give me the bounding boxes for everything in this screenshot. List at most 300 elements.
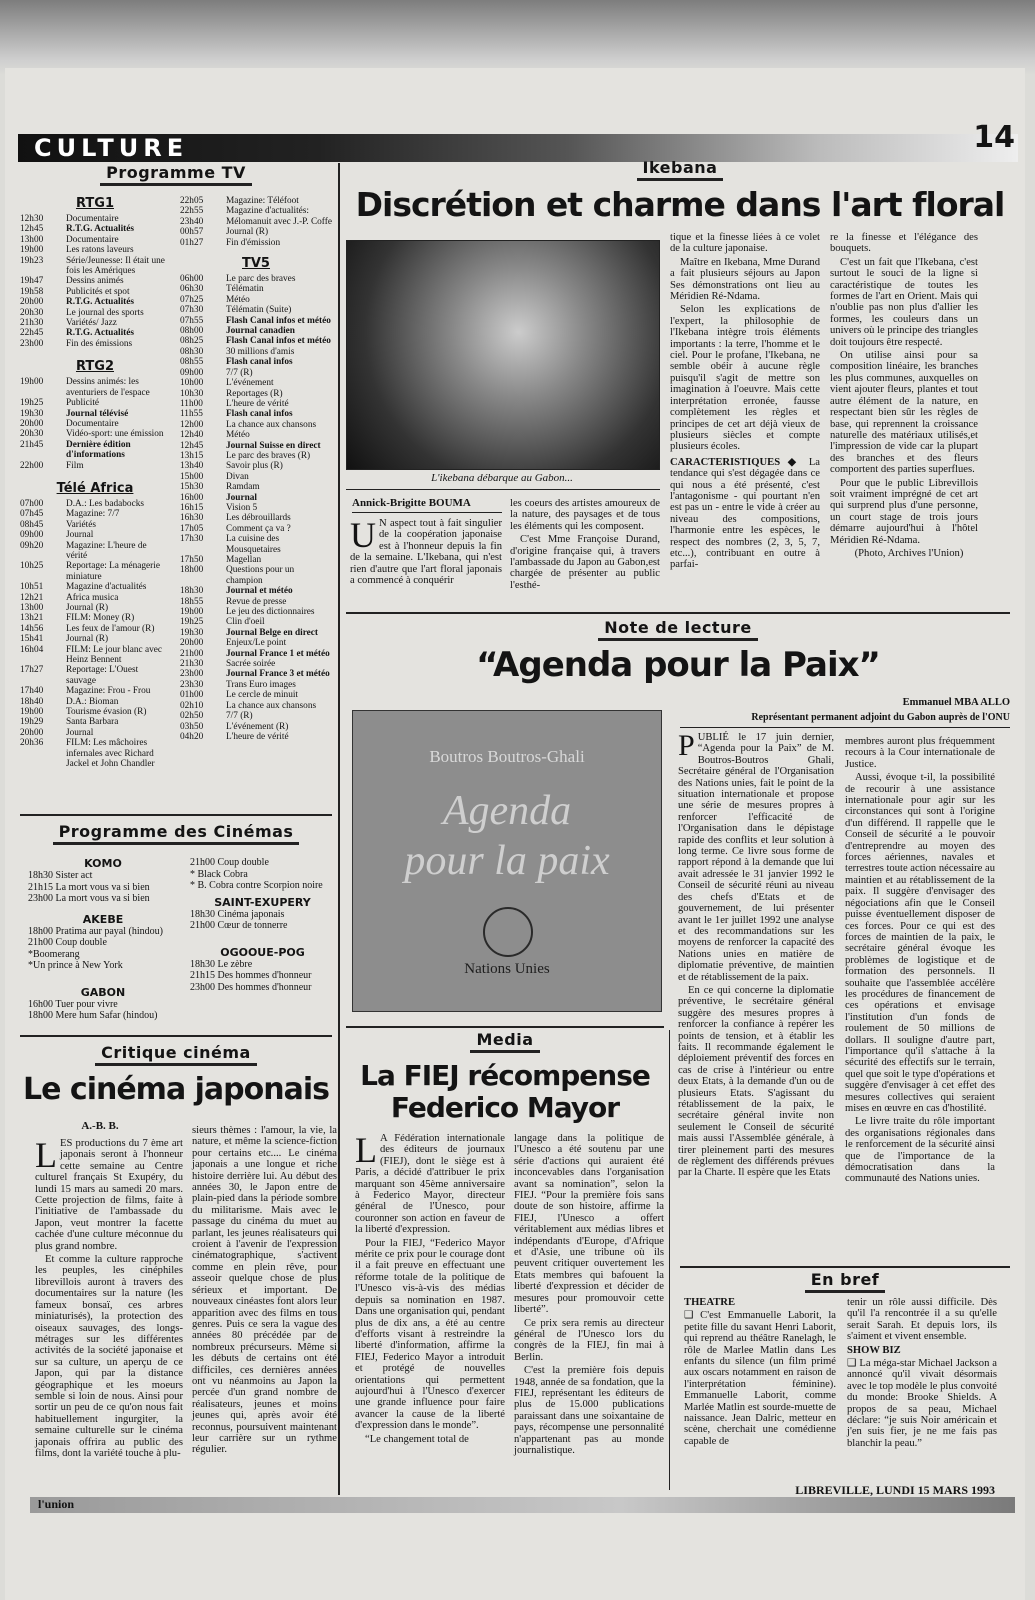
schedule-row <box>20 613 170 623</box>
schedule-time: 19h47 <box>20 276 44 287</box>
cinema-showtimes <box>28 926 178 972</box>
schedule-programme: Savoir plus (R) <box>226 461 283 472</box>
tv-column-left <box>20 196 170 770</box>
schedule-programme: Publicités et spot <box>66 286 130 297</box>
schedule-row <box>180 628 332 638</box>
schedule-programme: D.A.: Les badabocks <box>66 498 144 509</box>
schedule-programme: L'événement <box>226 378 274 389</box>
schedule-time: 22h00 <box>20 460 44 471</box>
schedule-row <box>20 541 170 562</box>
schedule-time: 07h45 <box>20 509 44 520</box>
media-column-1: L A Fédération internationale des éditeurs de journaux (FIEJ), dont le siège est à Paris, a décidé d'attribuer le prix marquant son 45ème anniversaire à Federico Mayor, directeur général de l'Unesco, pour couronner son action en faveur de la liberté d'expression. Pour la FIEJ, “Federico Mayor mérite ce prix pour le courage dont il a fait preuve en effectuant une réforme totale de la politique de l'Unesco vis-à-vis des médias depuis sa nomination en 1987. Dans une organisation qui, pendant plus de dix ans, a été au centre d'efforts visant à restreindre la liberté d'information, affirme la FIEJ, Federico Mayor a introduit et protégé de nouvelles orientations qui permettent aujourd'hui à l'Unesco d'exercer une grande influence pour faire avancer la cause de la liberté d'expression dans le monde”. “Le changement total de <box>355 1130 505 1445</box>
cinema-showtimes <box>190 959 335 994</box>
critique-column-2: sieurs thèmes : l'amour, la vie, la nature, et même la science-fiction pour certains etc.... Le cinéma japonais a une longue et riche histoire derrière lui. Au début des années 30, le Japon entre de plain-pied dans la période sombre du militarisme. Mais avec le passage du cinéma du muet au parlant, les jeunes réalisateurs qui croient à l'avenir de l'expression cinématographique, s'activent comme en plein rêve, pour asseoir quelque chose de plus sérieux et important. De nouveaux cinéastes font alors leur apparition avec des films en tous genres. Puis ce sera la vague des années 80 précédée par de nombreux précurseurs. Même si les débuts de certains ont été difficiles, ces dernières années ont vu néanmoins au Japon la percée d'un grand nombre de réalisateurs, jeunes et moins jeunes qui, après avoir été reconnus, poursuivent maintenant leur carrière sur un rythme régulier. <box>192 1125 337 1456</box>
schedule-programme: Divan <box>226 471 249 482</box>
showtime-line: * Black Cobra <box>190 868 248 880</box>
schedule-row <box>180 305 332 315</box>
schedule-time: 19h58 <box>20 286 44 297</box>
schedule-row <box>180 326 332 336</box>
schedule-time: 23h00 <box>180 669 204 680</box>
schedule-programme: Magazine: 7/7 <box>66 509 120 520</box>
divider <box>20 814 332 816</box>
schedule-row <box>180 238 332 248</box>
schedule-programme: Magazine d'actualités <box>66 582 147 593</box>
schedule-row <box>180 669 332 679</box>
schedule-row <box>20 634 170 644</box>
schedule-programme: 30 millions d'amis <box>226 346 295 357</box>
schedule-time: 07h25 <box>180 294 204 305</box>
schedule-programme: Dessins animés: les aventuriers de l'espace <box>66 377 150 398</box>
schedule-programme: L'heure de vérité <box>226 398 289 409</box>
schedule-time: 12h45 <box>20 224 44 235</box>
schedule-time: 23h30 <box>180 679 204 690</box>
schedule-row <box>180 722 332 732</box>
showtime-line: 21h00 Coup double <box>28 937 107 948</box>
schedule-time: 06h30 <box>180 284 204 295</box>
schedule-row <box>20 603 170 613</box>
schedule-time: 16h00 <box>180 492 204 503</box>
schedule-row <box>180 441 332 451</box>
schedule-row <box>180 534 332 555</box>
schedule-time: 08h25 <box>180 336 204 347</box>
schedule-programme: Variétés/ Jazz <box>66 318 117 329</box>
schedule-row <box>180 680 332 690</box>
schedule-row <box>180 399 332 409</box>
un-emblem-icon <box>483 907 533 957</box>
schedule-row <box>180 227 332 237</box>
schedule-row <box>20 728 170 738</box>
schedule-row <box>180 196 332 206</box>
schedule-programme: Fin des émissions <box>66 338 133 349</box>
bref-column-2: tenir un rôle aussi difficile. Dès qu'il l'a rencontrée il a su qu'elle serait Sarah. Et depuis lors, ils s'aiment et vivent ensemble. SHOW BIZ ❑ La méga-star Michael Jackson a annoncé qu'il vivait désormais avec le top modèle le plus convoité du monde: Brooke Shields. A propos de sa peau, Michael déclare: “je suis Noir américain et j'en suis fier, je ne me fais pas blanchir la peau.” <box>847 1297 997 1449</box>
showtime-line: * B. Cobra contre Scorpion noire <box>190 880 323 891</box>
schedule-time: 09h20 <box>20 540 44 551</box>
schedule-row <box>180 378 332 388</box>
schedule-time: 19h23 <box>20 255 44 266</box>
schedule-programme: Journal télévisé <box>66 408 129 419</box>
schedule-row <box>180 357 332 367</box>
schedule-programme: Flash canal infos <box>226 357 293 368</box>
schedule-programme: Reportage: L'Ouest sauvage <box>66 665 139 686</box>
schedule-row <box>20 738 170 769</box>
schedule-row <box>20 624 170 634</box>
schedule-programme: Dernière édition d'informations <box>66 439 131 461</box>
schedule-time: 21h30 <box>180 659 204 670</box>
media-label: Media <box>470 1030 539 1053</box>
cinema-komo: KOMO <box>84 857 122 870</box>
schedule-programme: Le parc des braves <box>226 274 296 285</box>
schedule-time: 13h00 <box>20 234 44 245</box>
schedule-time: 08h30 <box>180 346 204 357</box>
channel-tv5: TV5 <box>242 256 270 272</box>
schedule-programme: Le cercle de minuit <box>226 690 299 701</box>
schedule-row <box>180 607 332 617</box>
showtime-line: *Boomerang <box>28 948 80 960</box>
schedule-time: 07h55 <box>180 315 204 326</box>
schedule-time: 21h00 <box>180 648 204 659</box>
schedule-row <box>20 256 170 277</box>
schedule-time: 08h55 <box>180 357 204 368</box>
schedule-row <box>180 597 332 607</box>
schedule-programme: Reportages (R) <box>226 388 283 399</box>
schedule-row <box>180 430 332 440</box>
schedule-time: 02h10 <box>180 700 204 711</box>
schedule-row <box>20 235 170 245</box>
media-headline-line-1: La FIEJ récompense <box>360 1059 650 1092</box>
ikebana-label: Ikebana <box>637 158 724 181</box>
schedule-time: 21h30 <box>20 318 44 329</box>
schedule-row <box>180 586 332 596</box>
schedule-row <box>20 509 170 519</box>
schedule-time: 17h27 <box>20 665 44 676</box>
cinema-gabon: GABON <box>80 985 126 999</box>
schedule-time: 04h20 <box>180 731 204 742</box>
critique-column-1: LES productions du 7 ème art japonais seront à l'honneur cette semaine au Centre culturel français St Exupéry, du lundi 15 mars au samedi 20 mars. Cette projection de films, faite à l'initiative de l'ambassade du Japon, veut montrer la facette cachée d'une culture méconnue du plus grand nombre. Et comme la culture rapproche les peuples, les cinéphiles librevillois auront à travers des documentaires sur la nature (les fameux bonsaï, ces arbres miniaturisés), la protection des oiseaux sauvages, des longs-métrages sur les différentes activités de la société japonaise et sur sa culture, un aperçu de ce Japon, qui par la distance géographique et les moeurs semble si loin de nous. Ainsi pour sortir un peu de ce qu'on nous fait habituellement ingurgiter, la semaine culturelle sur le cinéma japonais offrira au public des films, dont la variété touche à plu- <box>35 1135 183 1459</box>
schedule-time: 20h00 <box>20 297 44 308</box>
schedule-programme: Questions pour un champion <box>226 565 295 586</box>
schedule-time: 19h00 <box>180 607 204 618</box>
schedule-time: 17h50 <box>180 555 204 565</box>
schedule-row <box>20 582 170 592</box>
schedule-programme: Santa Barbara <box>66 717 119 728</box>
schedule-time: 23h00 <box>20 338 44 349</box>
showtime-line: 23h00 La mort vous va si bien <box>28 893 150 904</box>
ikebana-column-3: tique et la finesse liées à ce volet de la culture japonaise. Maître en Ikebana, Mme Durand a fait plusieurs séjours au Japon Ses démonstrations ont lieu au Méridien Ré-Ndama. Selon les explications de l'expert, la philosophie de l'Ikebana intègre trois éléments importants : la terre, l'homme et le ciel. Pour le profane, l'Ikebana, ne semble obéir à aucune règle puisqu'il s'agit de mettre son imagination à l'oeuvre. Mais cette interprétation erronée, fausse complètement les règles et principes de cet art déjà vieux de plusieurs siècles et compte plusieurs écoles. CARACTERISTIQUES ◆ La tendance qui s'est dégagée dans ce qui nous a été présenté, c'est l'antagonisme - qui pourtant n'en est pas un - entre le vide à créer au niveau des compositions, l'harmonie entre les espèces, le respect des nombres (2, 3, 5, 7, etc...), contribuant en outre à parfai- <box>670 232 820 571</box>
cinema-ogooue-pog: OGOOUE-POG <box>220 945 305 959</box>
schedule-programme: Magellan <box>226 555 262 565</box>
cinema-column-right <box>190 857 335 993</box>
schedule-row <box>20 686 170 696</box>
schedule-programme: Mélomanuit avec J.-P. Coffe <box>226 216 332 227</box>
schedule-row <box>20 645 170 666</box>
schedule-programme: Les débrouillards <box>226 513 291 524</box>
schedule-programme: Magazine d'actualités: <box>226 206 309 217</box>
bref-showbiz-heading: SHOW BIZ <box>847 1344 901 1356</box>
book-cover <box>352 710 662 1012</box>
media-headline-line-2: Federico Mayor <box>390 1091 620 1124</box>
schedule-time: 19h30 <box>180 627 204 638</box>
media-headline <box>346 1060 664 1124</box>
schedule-row <box>180 274 332 284</box>
ikebana-photo-caption: L'ikebana débarque au Gabon... <box>431 472 573 484</box>
schedule-row <box>20 297 170 307</box>
ikebana-column-1: U N aspect tout à fait singulier de la coopération japonaise est à l'honneur depuis la fin de la semaine. L'Ikebana, qui n'est rien d'autre que l'art floral japonais a commencé à conquérir <box>350 515 502 587</box>
schedule-time: 17h40 <box>20 686 44 697</box>
schedule-time: 22h05 <box>180 196 204 206</box>
schedule-time: 20h30 <box>20 307 44 318</box>
ikebana-headline: Discrétion et charme dans l'art floral <box>355 185 1005 224</box>
schedule-row <box>180 284 332 294</box>
schedule-row <box>20 561 170 582</box>
schedule-programme: R.T.G. Actualités <box>66 328 135 339</box>
lecture-byline: Emmanuel MBA ALLO <box>902 697 1010 708</box>
schedule-programme: Reportage: La ménagerie miniature <box>66 561 160 582</box>
cinema-showtimes <box>28 870 178 905</box>
schedule-time: 19h00 <box>20 707 44 718</box>
schedule-row <box>20 520 170 530</box>
schedule-time: 17h30 <box>180 534 204 545</box>
schedule-programme: Documentaire <box>66 234 119 245</box>
schedule-time: 18h00 <box>180 565 204 576</box>
schedule-programme: FILM: Le jour blanc avec Heinz Bennent <box>66 644 163 666</box>
schedule-row <box>20 377 170 398</box>
schedule-programme: Journal <box>226 492 257 503</box>
cinema-saint-exupery: SAINT-EXUPERY <box>214 895 311 909</box>
schedule-programme: Flash canal infos <box>226 409 293 420</box>
divider <box>346 612 1010 614</box>
schedule-time: 18h30 <box>180 586 204 597</box>
schedule-row <box>20 593 170 603</box>
schedule-time: 11h55 <box>180 409 203 420</box>
cinema-showtimes <box>28 999 178 1022</box>
book-author: Boutros Boutros-Ghali <box>429 747 585 766</box>
schedule-row <box>180 472 332 482</box>
schedule-row <box>180 368 332 378</box>
schedule-time: 12h00 <box>180 419 204 430</box>
schedule-programme: Les feux de l'amour (R) <box>66 623 155 634</box>
schedule-time: 22h45 <box>20 328 44 339</box>
schedule-row <box>20 224 170 234</box>
schedule-programme: FILM: Les mâchoires infernales avec Richard Jackel et John Chandler <box>66 738 155 770</box>
schedule-row <box>180 690 332 700</box>
media-column-2: langage dans la politique de l'Unesco a été soutenu par une série d'actions qui auraient été inconcevables dans l'organisation avant sa nomination”, selon la FIEJ. “Pour la première fois sans doute de son histoire, affirme la FIEJ, l'Unesco a offert véritablement aux médias libres et indépendants d'Europe, d'Afrique et d'Asie, une tribune où ils peuvent critiquer ouvertement les Etats membres qui bafouent la liberté d'expression et décider de mesures pour promouvoir cette liberté”. Ce prix sera remis au directeur général de l'Unesco lors du congrès de la FIEJ, fin mai à Berlin. C'est la première fois depuis 1948, année de sa fondation, que la FIEJ, représentant les éditeurs de plus de 15.000 publications paraissant dans une soixantaine de pays, récompense une personnalité n'appartenant pas au monde journalistique. <box>514 1133 664 1456</box>
schedule-row <box>180 461 332 471</box>
schedule-row <box>20 707 170 717</box>
schedule-time: 00h57 <box>180 227 204 238</box>
schedule-row <box>180 555 332 565</box>
schedule-time: 12h30 <box>20 214 44 224</box>
schedule-row <box>20 717 170 727</box>
showtime-line: 21h00 Cœur de tonnerre <box>190 920 288 931</box>
critique-label: Critique cinéma <box>95 1043 257 1066</box>
schedule-time: 11h00 <box>180 398 203 409</box>
showtime-line: 21h15 La mort vous va si bien <box>28 881 150 893</box>
schedule-row <box>20 665 170 686</box>
schedule-row <box>180 451 332 461</box>
schedule-programme: Publicité <box>66 398 100 409</box>
schedule-programme: Clin d'oeil <box>226 617 265 628</box>
schedule-row <box>180 659 332 669</box>
schedule-time: 16h30 <box>180 513 204 524</box>
showtime-line: *Un prince à New York <box>28 960 123 971</box>
schedule-programme: Fin d'émission <box>226 237 281 248</box>
schedule-time: 19h00 <box>20 377 44 388</box>
schedule-programme: Météo <box>226 430 250 441</box>
schedule-row <box>20 214 170 224</box>
schedule-time: 22h55 <box>180 206 204 217</box>
divider <box>20 1035 332 1037</box>
schedule-time: 08h00 <box>180 326 204 337</box>
schedule-programme: Flash Canal infos et météo <box>226 315 331 326</box>
schedule-time: 19h30 <box>20 408 44 419</box>
footer-dateline: LIBREVILLE, LUNDI 15 MARS 1993 <box>795 1483 995 1497</box>
schedule-programme: Dessins animés <box>66 276 124 287</box>
section-title: CULTURE <box>34 134 189 162</box>
schedule-time: 10h51 <box>20 582 44 593</box>
tele-africa-continued <box>180 196 332 248</box>
schedule-row <box>20 409 170 419</box>
schedule-time: 08h45 <box>20 519 44 530</box>
schedule-time: 20h30 <box>20 429 44 440</box>
lecture-column-1: PUBLIÉ le 17 juin dernier, “Agenda pour la Paix” de M. Boutros-Boutros Ghali, Secrétaire général de l'Organisation des Nations unies, fait le point de la situation internationale et propose une série de mesures propres à renforcer l'efficacité de l'Organisation dans le dépistage rapide des conflits et leur solution à long terme. Ce livre sous forme de rapport répond à la demande que lui avait adressée le 31 janvier 1992 le Conseil de sécurité réuni au niveau des chefs d'Etats et de gouvernement, de lui présenter avant le 1er juillet 1992 une analyse et des recommandations sur les moyens de renforcer la capacité des Nations unies en matière de diplomatie préventive, de maintien et de rétablissement de la paix. En ce qui concerne la diplomatie préventive, le secrétaire général suggère des mesures propres à renforcer la confiance à repérer les points de tension, et à établir les faits. Il recommande également le déploiement préventif des forces en cas de crise à l'intérieur ou entre deux Etats, à la demande d'un ou de plusieurs Etats. S'agissant du rétablissement de la paix, le secrétaire général invite non seulement le Conseil de sécurité mais aussi l'Assemblée générale, à tirer pleinement parti des mesures de règlement des différends prévues par la Charte. Il espère que les Etats <box>678 729 834 1179</box>
cinema-akebe: AKEBE <box>82 912 124 926</box>
schedule-row <box>20 308 170 318</box>
schedule-programme: Tourisme évasion (R) <box>66 707 147 718</box>
schedule-row <box>20 398 170 408</box>
schedule-programme: R.T.G. Actualités <box>66 297 135 308</box>
schedule-row <box>180 493 332 503</box>
schedule-row <box>20 339 170 349</box>
tv-column-right <box>180 196 332 742</box>
rtg2-schedule <box>20 377 170 471</box>
schedule-programme: Magazine: L'heure de vérité <box>66 540 147 561</box>
footer-newspaper-name: l'union <box>38 1497 75 1511</box>
channel-rtg2: RTG2 <box>75 359 114 375</box>
schedule-programme: La cuisine des Mousquetaires <box>226 534 281 555</box>
cinema-programme-title: Programme des Cinémas <box>53 822 300 845</box>
schedule-time: 23h40 <box>180 216 204 227</box>
schedule-row <box>180 482 332 492</box>
schedule-row <box>20 461 170 471</box>
schedule-programme: Africa musica <box>66 592 119 603</box>
schedule-row <box>180 409 332 419</box>
schedule-time: 01h00 <box>180 690 204 701</box>
schedule-row <box>20 440 170 461</box>
schedule-row <box>180 336 332 346</box>
schedule-row <box>180 389 332 399</box>
schedule-programme: Vidéo-sport: une émission <box>66 429 164 440</box>
schedule-programme: Flash Canal infos et météo <box>226 336 331 347</box>
schedule-programme: D.A.: Bioman <box>66 696 119 707</box>
schedule-programme: R.T.G. Actualités <box>66 224 135 235</box>
schedule-programme: Journal (R) <box>226 227 269 238</box>
schedule-row <box>20 419 170 429</box>
schedule-programme: 7/7 (R) <box>226 367 253 378</box>
showtime-line: 23h00 Des hommes d'honneur <box>190 981 312 993</box>
schedule-row <box>180 503 332 513</box>
schedule-row <box>20 245 170 255</box>
channel-tele-africa: Télé Africa <box>56 480 134 496</box>
schedule-time: 19h25 <box>20 398 44 409</box>
schedule-time: 03h50 <box>180 721 204 732</box>
schedule-row <box>180 638 332 648</box>
schedule-time: 16h04 <box>20 644 44 655</box>
showtime-line: 18h00 Pratima aur payal (hindou) <box>28 925 163 937</box>
bref-label: En bref <box>805 1270 886 1293</box>
schedule-row <box>20 697 170 707</box>
showtime-line: 18h30 Cinéma japonais <box>190 908 285 920</box>
cinema-showtimes <box>190 909 335 932</box>
schedule-programme: Météo <box>226 294 250 305</box>
lecture-label: Note de lecture <box>598 618 757 641</box>
schedule-time: 12h45 <box>180 440 204 451</box>
schedule-programme: Journal (R) <box>66 603 109 613</box>
schedule-programme: 7/7 (R) <box>226 711 253 722</box>
schedule-time: 07h00 <box>20 498 44 509</box>
schedule-programme: Le parc des braves (R) <box>226 450 311 461</box>
schedule-programme: Enjeux/Le point <box>226 638 287 649</box>
schedule-time: 10h25 <box>20 561 44 572</box>
ikebana-byline: Annick-Brigitte BOUMA <box>352 497 471 509</box>
critique-byline: A.-B. B. <box>81 1120 119 1132</box>
schedule-time: 10h30 <box>180 388 204 399</box>
ikebana-column-2: les coeurs des artistes amoureux de la nature, des paysages et de tous les éléments qui les composent. C'est Mme Françoise Durand, d'origine française qui, à travers l'ambassade du Japon au Gabon,est chargée de présenter au public l'esthé- <box>510 498 660 591</box>
schedule-time: 16h15 <box>180 502 204 513</box>
schedule-programme: Journal <box>66 727 94 738</box>
schedule-time: 12h40 <box>180 430 204 441</box>
schedule-row <box>180 524 332 534</box>
divider <box>346 489 660 490</box>
schedule-programme: Trans Euro images <box>226 679 296 690</box>
showtime-line: 18h00 Mere hum Safar (hindou) <box>28 1010 158 1021</box>
ikebana-column-4: re la finesse et l'élégance des bouquets. C'est un fait que l'Ikebana, c'est surtout le souci de la ligne si caractéristique de toutes les formes de l'art en Orient. Mais qui n'oublie pas non plus d'allier les formes, les couleurs dans un univers où le principe des triangles doit toujours être respecté. On utilise ainsi pour sa composition linéaire, les branches les plus communes, auxquelles on vient ajouter fleurs, plantes et tout autre élément de la nature, en respectant bien sûr les règles de base, qui reprennent la croissance naturelle des matériaux utilisés,et l'impression de vide car la plupart des branches et des fleurs comportent des parties superflues. Pour que le public Librevillois soit vraiment imprégné de cet art qui surprend plus d'une personne, un court stage de trois jours démarre aujourd'hui à l'hôtel Méridien Ré-Ndama. (Photo, Archives l'Union) <box>830 232 978 559</box>
schedule-programme: Journal (R) <box>66 634 109 645</box>
schedule-programme: Documentaire <box>66 418 119 429</box>
schedule-row <box>180 649 332 659</box>
schedule-time: 20h00 <box>180 638 204 649</box>
schedule-time: 09h00 <box>180 367 204 378</box>
schedule-row <box>180 513 332 523</box>
schedule-row <box>180 617 332 627</box>
schedule-programme: Journal Belge en direct <box>226 627 319 638</box>
schedule-programme: Magazine: Frou - Frou <box>66 686 151 697</box>
schedule-programme: Les ratons laveurs <box>66 245 134 256</box>
schedule-time: 07h30 <box>180 305 204 316</box>
schedule-row <box>20 287 170 297</box>
lecture-column-2: membres auront plus fréquemment recours à la Cour internationale de Justice. Aussi, évoque t-il, la possibilité de recourir à une assistance internationale pour agir sur les circonstances qui sont à l'origine d'un différend. Il rappelle que le Conseil de sécurité a le pouvoir d'entreprendre au moyen des forces aériennes, navales et terrestres toute action nécessaire au maintien et au rétablissement de la paix. Il suggère d'envisager des négociations afin que le Conseil puisse éventuellement disposer de ces forces. Pour ce qui est des forces de maintien de la paix, le secrétaire général évoque les problèmes de logistique et de formation des personnels. Il souhaite que l'assemblée accélère les procédures de financement de ces opérations et envisage l'institution d'un fonds de roulement de 50 millions de dollars. Il souligne d'autre part, l'importance qu'il s'attache à la sécurité des effectifs sur le terrain, quel que soit le type d'opérations et suggère d'envisager à cet effet des mesures collectives qui seraient mises en œuvre en cas d'hostilité. Le livre traite du rôle important des organisations régionales dans le renforcement de la sécurité ainsi que de l'importance de la démocratisation dans la communauté des Nations unies. <box>845 736 996 1185</box>
tele-africa-schedule <box>20 499 170 770</box>
cinema-column-left <box>28 857 178 1022</box>
schedule-programme: Comment ça va ? <box>226 523 291 534</box>
schedule-row <box>180 295 332 305</box>
lecture-headline: “Agenda pour la Paix” <box>476 645 880 685</box>
schedule-programme: L'heure de vérité <box>226 731 289 742</box>
schedule-row <box>180 732 332 742</box>
showtime-line: 16h00 Tuer pour vivre <box>28 998 118 1010</box>
rtg1-schedule <box>20 214 170 349</box>
schedule-time: 13h40 <box>180 461 204 472</box>
schedule-row <box>180 711 332 721</box>
schedule-time: 17h05 <box>180 523 204 534</box>
schedule-time: 20h00 <box>20 418 44 429</box>
schedule-time: 15h41 <box>20 634 44 645</box>
schedule-programme: Variétés <box>66 519 96 530</box>
schedule-programme: Revue de presse <box>226 596 287 607</box>
schedule-time: 19h25 <box>180 617 204 628</box>
schedule-row <box>20 328 170 338</box>
column-rule <box>338 163 340 1495</box>
divider <box>346 1026 664 1028</box>
divider <box>680 1266 1010 1268</box>
schedule-programme: Télématin (Suite) <box>226 305 292 316</box>
schedule-row <box>180 217 332 227</box>
schedule-row <box>180 347 332 357</box>
schedule-row <box>20 499 170 509</box>
channel-rtg1: RTG1 <box>75 196 114 211</box>
schedule-programme: FILM: Money (R) <box>66 613 135 624</box>
schedule-time: 20h00 <box>20 727 44 738</box>
schedule-time: 19h29 <box>20 717 44 728</box>
schedule-time: 10h00 <box>180 378 204 389</box>
critique-headline: Le cinéma japonais <box>23 1072 329 1107</box>
schedule-programme: L'événement (R) <box>226 721 289 732</box>
column-rule <box>669 1030 670 1490</box>
schedule-row <box>20 530 170 540</box>
book-publisher: Nations Unies <box>464 961 550 977</box>
schedule-time: 13h00 <box>20 603 44 613</box>
schedule-row <box>180 316 332 326</box>
bref-theatre-heading: THEATRE <box>684 1297 736 1308</box>
